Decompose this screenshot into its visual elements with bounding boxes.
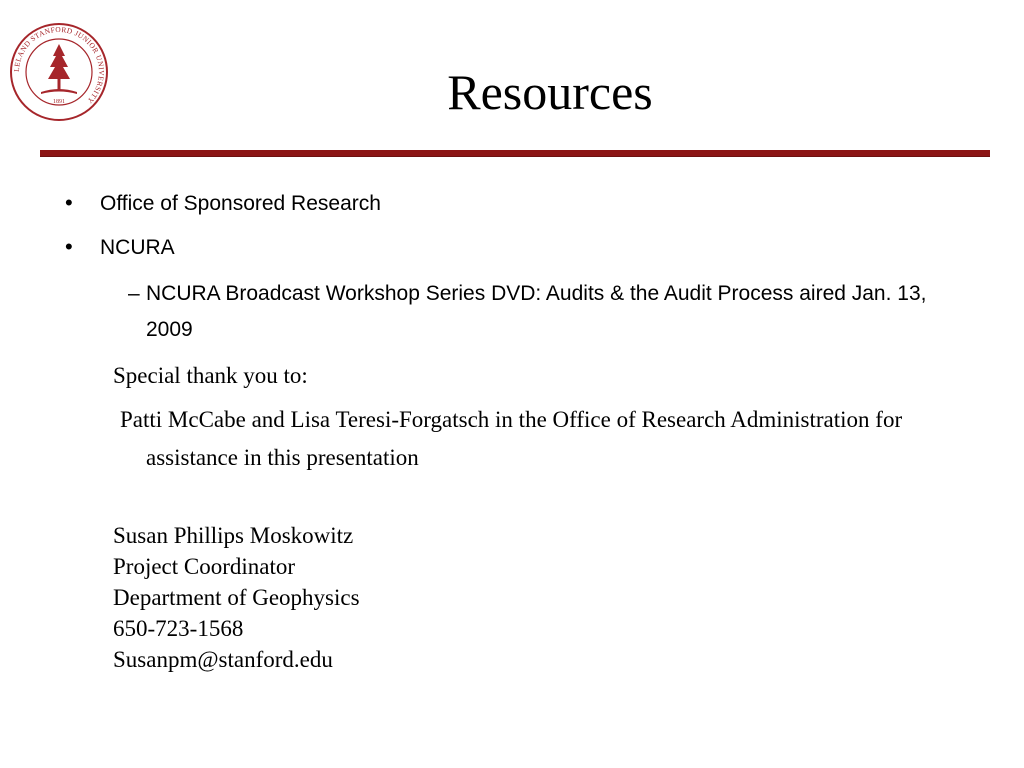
sub-bullet-ncura-dvd xyxy=(128,276,948,348)
contact-role: Project Coordinator xyxy=(113,554,296,579)
contact-department: Department of Geophysics xyxy=(113,585,360,610)
contact-block xyxy=(113,520,360,675)
contact-email: Susanpm@stanford.edu xyxy=(113,647,333,672)
sub-bullet-marker: – xyxy=(128,282,140,305)
bullet-text: NCURA xyxy=(100,236,175,259)
sub-bullet-text: NCURA Broadcast Workshop Series DVD: Audits & the Audit Process aired Jan. 13, 2009 xyxy=(146,282,927,341)
slide-title: Resources xyxy=(447,64,653,120)
bullet-item-ncura xyxy=(65,234,175,260)
contact-phone: 650-723-1568 xyxy=(113,616,244,641)
bullet-item-sponsored-research xyxy=(65,190,381,216)
thanks-heading: Special thank you to: xyxy=(113,363,308,388)
seal-year: 1891 xyxy=(53,99,65,105)
bullet-marker: • xyxy=(65,190,73,215)
stanford-seal-icon xyxy=(9,22,109,122)
contact-name: Susan Phillips Moskowitz xyxy=(113,523,354,548)
redwood-tree-icon xyxy=(41,44,77,94)
bullet-text: Office of Sponsored Research xyxy=(100,192,381,215)
bullet-marker: • xyxy=(65,234,73,259)
seal-ring-text: LELAND STANFORD JUNIOR UNIVERSITY xyxy=(11,24,107,106)
thanks-detail: Patti McCabe and Lisa Teresi-Forgatsch in the Office of Research Administration for assistance in this presentation xyxy=(120,407,903,470)
title-divider xyxy=(40,150,990,157)
